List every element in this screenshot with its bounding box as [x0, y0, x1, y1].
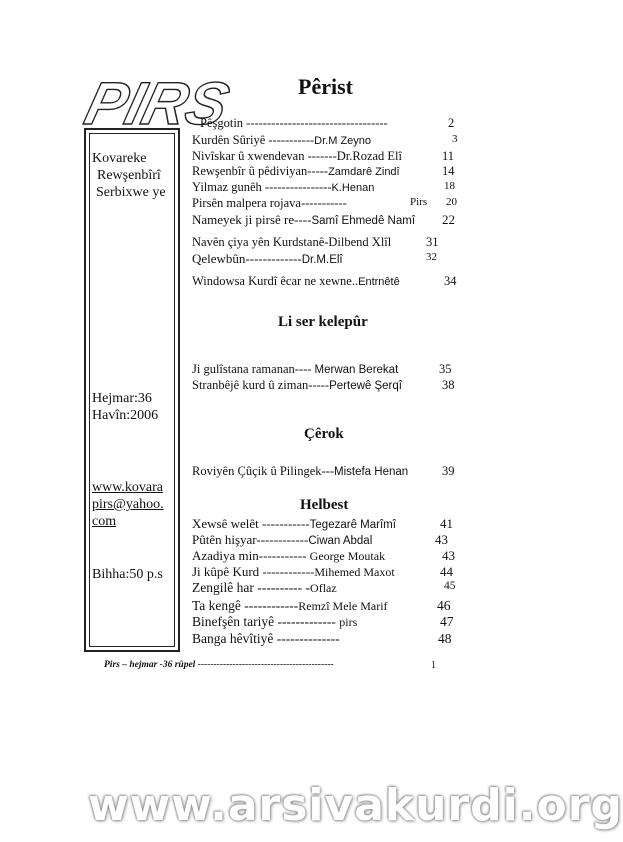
toc-item[interactable]: [192, 196, 457, 211]
toc-item[interactable]: [192, 464, 455, 479]
toc-page: 14: [442, 164, 455, 178]
toc-page: 48: [438, 631, 452, 646]
toc-author: Pirs: [410, 196, 428, 208]
toc-author: Mihemed Maxot: [314, 565, 395, 579]
toc-author: Oflaz: [310, 581, 337, 595]
toc-page: 35: [439, 362, 452, 376]
toc-page: 31: [426, 235, 439, 249]
toc-title: Roviyên Çûçik û Pilingek---: [192, 464, 334, 478]
toc-author: Dr.Rozad Elî: [336, 149, 402, 163]
page-title: Pêrist: [298, 74, 353, 99]
toc-item[interactable]: [192, 180, 455, 195]
toc-author: Entrnêtê: [358, 276, 400, 288]
sidebar-line2: Rewşenbîrî: [97, 168, 161, 183]
toc-author: Remzî Mele Marif: [298, 599, 388, 613]
toc-title: Rewşenbîr û pêdiviyan-----: [192, 164, 329, 178]
toc-page: 11: [442, 149, 455, 163]
email-link[interactable]: pirs@yahoo.: [92, 497, 164, 512]
toc-author: Tegezarê Marîmî: [309, 519, 396, 531]
toc-item[interactable]: [192, 164, 455, 179]
section-heading-cerok: Çêrok: [304, 426, 344, 442]
toc-page: 18: [444, 180, 455, 192]
toc-title: Xewsê welêt -----------: [192, 516, 310, 531]
sidebar-line3: Serbixwe ye: [96, 185, 166, 200]
toc-page: 43: [442, 548, 455, 563]
toc-item[interactable]: [192, 149, 455, 164]
toc-title: Windowsa Kurdî êcar ne xewne..: [192, 274, 359, 288]
toc-item[interactable]: [192, 532, 448, 548]
toc-item[interactable]: [192, 548, 455, 564]
toc-page: 32: [426, 251, 437, 263]
toc-title: Qelewbûn-------------: [192, 251, 302, 266]
toc-item[interactable]: [192, 251, 437, 267]
toc-author: George Moutak: [309, 549, 386, 563]
toc-author: pirs: [339, 615, 358, 629]
toc-item[interactable]: [200, 116, 455, 131]
page-number: 1: [431, 660, 436, 671]
toc-page: 41: [440, 516, 453, 531]
toc-title: Stranbêjê kurd û ziman-----: [192, 378, 330, 392]
toc-author: Mistefa Henan: [334, 466, 409, 478]
toc-title: Ta kengê ------------: [192, 598, 299, 613]
toc-item[interactable]: [192, 274, 457, 289]
toc-page: 44: [440, 564, 453, 579]
toc-item[interactable]: [192, 580, 456, 596]
toc-page: 2: [448, 116, 455, 130]
toc-author: Dr.M.Elî: [301, 254, 343, 266]
toc-page: 47: [440, 614, 454, 629]
toc-item[interactable]: [192, 614, 454, 630]
toc-author: Pertewê Şerqî: [329, 380, 402, 392]
toc-title: Ji kûpê Kurd ------------: [192, 564, 315, 579]
toc-title: Pûtên hişyar------------: [192, 532, 309, 547]
toc-title: Pêşgotin ----------------------------------: [200, 116, 388, 130]
watermark: www.arsivakurdi.org: [88, 780, 623, 831]
toc-title: Kurdên Sûriyê -----------: [192, 133, 315, 147]
page-footer: Pirs – hejmar -36 rûpel -------------------------------------------: [104, 660, 334, 670]
toc-page: 34: [444, 274, 457, 288]
toc-page: 46: [437, 598, 451, 613]
issue-date: Havîn:2006: [92, 408, 159, 423]
toc-author: Dr.M Zeyno: [314, 135, 372, 147]
pirs-logo: [78, 68, 236, 137]
toc-item[interactable]: [192, 235, 439, 250]
email-link-cont[interactable]: com: [92, 514, 117, 529]
section-heading-kelepur: Li ser kelepûr: [278, 314, 368, 330]
toc-author: Dilbend Xlîl: [328, 235, 392, 249]
price: Bihha:50 p.s: [92, 567, 163, 582]
toc-page: 22: [442, 212, 455, 227]
toc-author: K.Henan: [331, 182, 375, 194]
toc-page: 20: [446, 196, 457, 208]
website-link[interactable]: www.kovara: [92, 480, 164, 495]
toc-title: Azadiya min-----------: [192, 548, 307, 563]
toc-title: Pirsên malpera rojava-----------: [192, 196, 347, 210]
toc-title: Zengilê har ---------- -: [192, 580, 311, 595]
toc-title: Binefşên tariyê -------------: [192, 614, 336, 629]
toc-item[interactable]: [192, 133, 458, 148]
toc-author: Samî Ehmedê Namî: [311, 215, 416, 227]
toc-item[interactable]: [192, 362, 452, 377]
toc-item[interactable]: [192, 378, 455, 393]
toc-page: 43: [435, 532, 448, 547]
toc-title: Ji gulîstana ramanan----: [192, 362, 312, 376]
toc-author: Merwan Berekat: [314, 364, 399, 376]
toc-item[interactable]: [192, 598, 451, 614]
toc-item[interactable]: [192, 631, 452, 647]
section-heading-helbest: Helbest: [300, 497, 349, 513]
toc-page: 45: [444, 580, 456, 592]
toc-page: 3: [452, 133, 458, 145]
toc-item[interactable]: [192, 564, 453, 580]
toc-page: 38: [442, 378, 455, 392]
toc-author: Ciwan Abdal: [308, 535, 373, 547]
sidebar-line1: Kovareke: [92, 151, 147, 166]
toc-title: Banga hêvîtiyê --------------: [192, 631, 340, 646]
toc-page: 39: [442, 464, 455, 478]
svg-text:PIRS: PIRS: [78, 69, 236, 137]
toc-title: Yilmaz gunêh ----------------: [192, 180, 332, 194]
toc-title: Navên çiya yên Kurdstanê-: [192, 235, 329, 249]
toc-item[interactable]: [192, 516, 453, 532]
toc-author: Zamdarê Zindî: [328, 166, 400, 178]
issue-number: Hejmar:36: [92, 391, 152, 406]
toc-title: Nivîskar û xwendevan -------: [192, 149, 337, 163]
toc-title: Nameyek ji pirsê re----: [192, 212, 312, 227]
toc-item[interactable]: [192, 212, 455, 228]
